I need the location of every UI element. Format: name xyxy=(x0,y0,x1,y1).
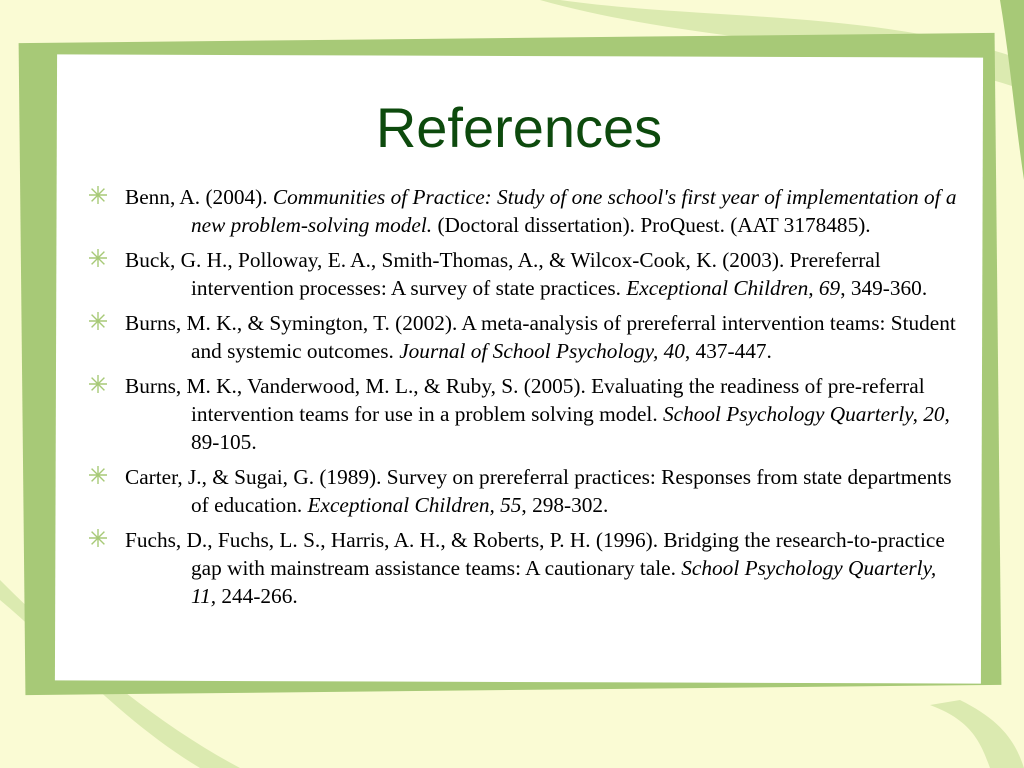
references-list xyxy=(88,183,958,617)
reference-text: , 89-105. xyxy=(191,402,950,454)
starburst-bullet-icon xyxy=(88,464,108,486)
starburst-bullet-icon xyxy=(88,247,108,269)
starburst-bullet-icon xyxy=(88,184,108,206)
starburst-bullet-icon xyxy=(88,373,108,395)
reference-title: Journal of School Psychology, 40 xyxy=(399,339,685,363)
reference-text: Burns, M. K., Vanderwood, M. L., & Ruby, S. (2005). Evaluating the readiness of pre-referral intervention teams for use in a problem solving model. xyxy=(125,374,925,426)
reference-title: School Psychology Quarterly, 11, xyxy=(191,556,937,608)
reference-text: Burns, M. K., & Symington, T. (2002). A meta-analysis of prereferral intervention teams: Student and systemic outcomes. xyxy=(125,311,956,363)
reference-title: Communities of Practice: Study of one school's first year of implementation of a new problem-solving model. xyxy=(191,185,957,237)
reference-title: School Psychology Quarterly, 20 xyxy=(662,402,945,426)
reference-text: , 349-360. xyxy=(840,276,928,300)
starburst-bullet-icon xyxy=(88,310,108,332)
reference-text: (Doctoral dissertation). ProQuest. (AAT 3178485). xyxy=(432,213,871,237)
reference-text: 244-266. xyxy=(216,584,298,608)
reference-title: Exceptional Children, 55 xyxy=(307,493,522,517)
slide-title: References xyxy=(375,96,663,159)
reference-text: Benn, A. (2004). xyxy=(125,185,273,209)
reference-text: , 298-302. xyxy=(521,493,609,517)
reference-item xyxy=(88,246,958,302)
reference-item xyxy=(88,526,958,610)
reference-item xyxy=(88,463,958,519)
reference-title: Exceptional Children, 69 xyxy=(626,276,841,300)
reference-text: Carter, J., & Sugai, G. (1989). Survey on prereferral practices: Responses from state departments of education. xyxy=(125,465,952,517)
background-swirl xyxy=(930,700,1024,768)
reference-item xyxy=(88,183,958,239)
starburst-bullet-icon xyxy=(88,527,108,549)
reference-text: , 437-447. xyxy=(684,339,772,363)
background-leaf xyxy=(1000,0,1024,180)
reference-text: Buck, G. H., Polloway, E. A., Smith-Thomas, A., & Wilcox-Cook, K. (2003). Prereferral intervention processes: A survey of state practices. xyxy=(125,248,881,300)
reference-item xyxy=(88,309,958,365)
reference-item xyxy=(88,372,958,456)
reference-text: Fuchs, D., Fuchs, L. S., Harris, A. H., & Roberts, P. H. (1996). Bridging the research-to-practice gap with mainstream assistance teams: A cautionary tale. xyxy=(125,528,945,580)
